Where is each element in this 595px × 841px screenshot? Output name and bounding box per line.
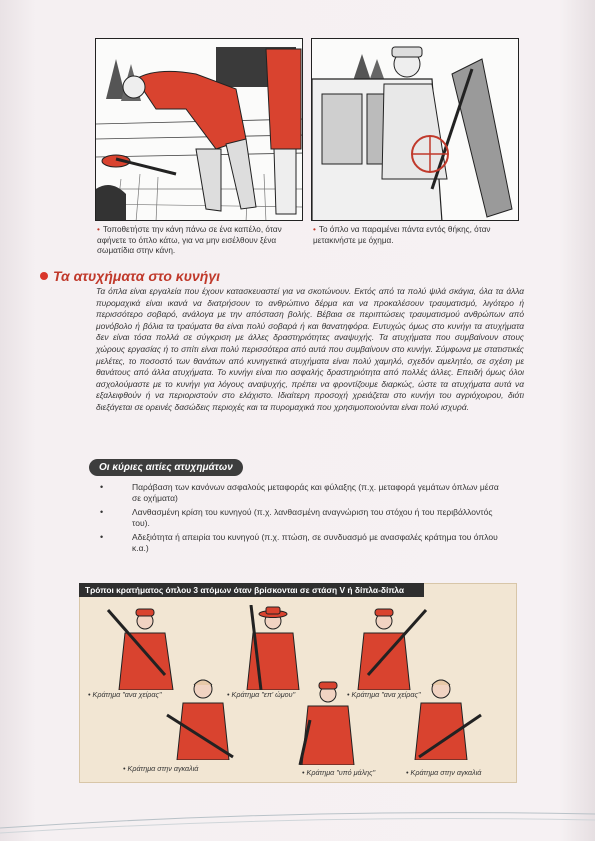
figure-label-3: • Κράτημα "ανα χείρας" [347,690,421,699]
figure-label-5: • Κράτημα "υπό μάλης" [302,768,376,777]
figure-label-4: • Κράτημα στην αγκαλιά [123,764,199,773]
figure-label-1: • Κράτημα "ανα χείρας" [88,690,162,699]
section-title [40,268,220,284]
illustration-car-gun-case [311,38,519,221]
caption-bullet: • [97,225,100,234]
illustration-hat-barrel [95,38,303,221]
list-item: • Παράβαση των κανόνων ασφαλούς μεταφοράς και φύλαξης (π.χ. μεταφορά γεμάτων όπλων μέσα σε οχήματα) [100,482,500,504]
list-item: • Αδεξιότητα ή απειρία του κυνηγού (π.χ. πτώση, σε συνδυασμό με ανασφαλές κράτημα του όπλου κ.α.) [100,532,500,554]
holding-panel-title: Τρόποι κρατήματος όπλου 3 ατόμων όταν βρίσκονται σε στάση V ή δίπλα-δίπλα [79,583,424,597]
figure-hunter-4 [165,675,245,760]
hunter-fence-drawing [96,39,303,221]
figure-label-2: • Κράτημα "επ' ώμου" [227,690,296,699]
caption-left [97,225,302,257]
body-paragraph: Τα όπλα είναι εργαλεία που έχουν κατασκευαστεί για να σκοτώνουν. Εκτός από τα πολύ ψιλά σκάγια, όλα τα άλλα πυρομαχικά είναι ικανά να διατρήσουν το ανθρώπινο δέρμα και να προκαλέσουν τραυματισμό, λιγότερο ή περισσότερο σοβαρό, ανάλογα με την απόσταση βολής. Βέβαια σε περιπτώσεις τραυματισμού ανθρώπων από μονόβολο ή βόλια τα τραύματα θα είναι πολύ σοβαρά ή και θανατηφόρα. Ευτυχώς όμως στο κυνήγι τα ατυχήματα δεν είναι τόσα πολλά σε σύγκριση με άλλες δραστηριότητες αναψυχής. Τα ατυχήματα που συμβαίνουν στους χώρους εργασίας ή το σπίτι είναι πολύ περισσότερα από αυτά που συμβαίνουν στο κυνήγι. Σύμφωνα με στατιστικές μελέτες, το ποσοστό των θανάτων από κυνηγετικά ατυχήματα είναι πολύ χαμηλό, σχεδόν αμελητέο, σε σχέση με θανάτους από άλλα ατυχήματα. Το κυνήγι είναι πιο ασφαλής δραστηριότητα από πολλές άλλες. Επειδή όμως όλοι ασχολούμαστε με το κυνήγι για λόγους αναψυχής, πρέπει να φροντίζουμε διαρκώς, ώστε τα ατυχήματα αυτά να εξαλειφθούν ή να περιοριστούν στο ελάχιστο. Ιδιαίτερη προσοχή χρειάζεται στο κυνήγι του αγριόχοιρου, διότι διεξάγεται σε ορεινές δασώδεις περιοχές και τα πυρομαχικά που χρησιμοποιούνται είναι πολύ ισχυρά. [96,286,524,412]
causes-heading: Οι κύριες αιτίες ατυχημάτων [89,459,243,476]
causes-list [100,482,500,557]
section-title-text: Τα ατυχήματα στο κυνήγι [53,268,221,284]
caption-left-text: Τοποθετήστε την κάνη πάνω σε ένα καπέλο, όταν αφήνετε το όπλο κάτω, για να μην εισέλθουν ξένα σωματίδια στην κάνη. [97,225,282,255]
section-bullet-icon [40,272,48,280]
figure-label-6: • Κράτημα στην αγκαλιά [406,768,482,777]
caption-right-text: Το όπλο να παραμένει πάντα εντός θήκης, όταν μετακινήστε με όχημα. [313,225,491,245]
list-item: • Λανθασμένη κρίση του κυνηγού (π.χ. λανθασμένη αναγνώριση του στόχου ή του περιβάλλοντός του). [100,507,500,529]
figure-hunter-6 [405,675,485,760]
caption-right [313,225,518,246]
hunter-car-drawing [312,39,519,221]
caption-bullet: • [313,225,316,234]
decorative-curve [0,800,595,841]
figure-hunter-2 [233,605,313,690]
